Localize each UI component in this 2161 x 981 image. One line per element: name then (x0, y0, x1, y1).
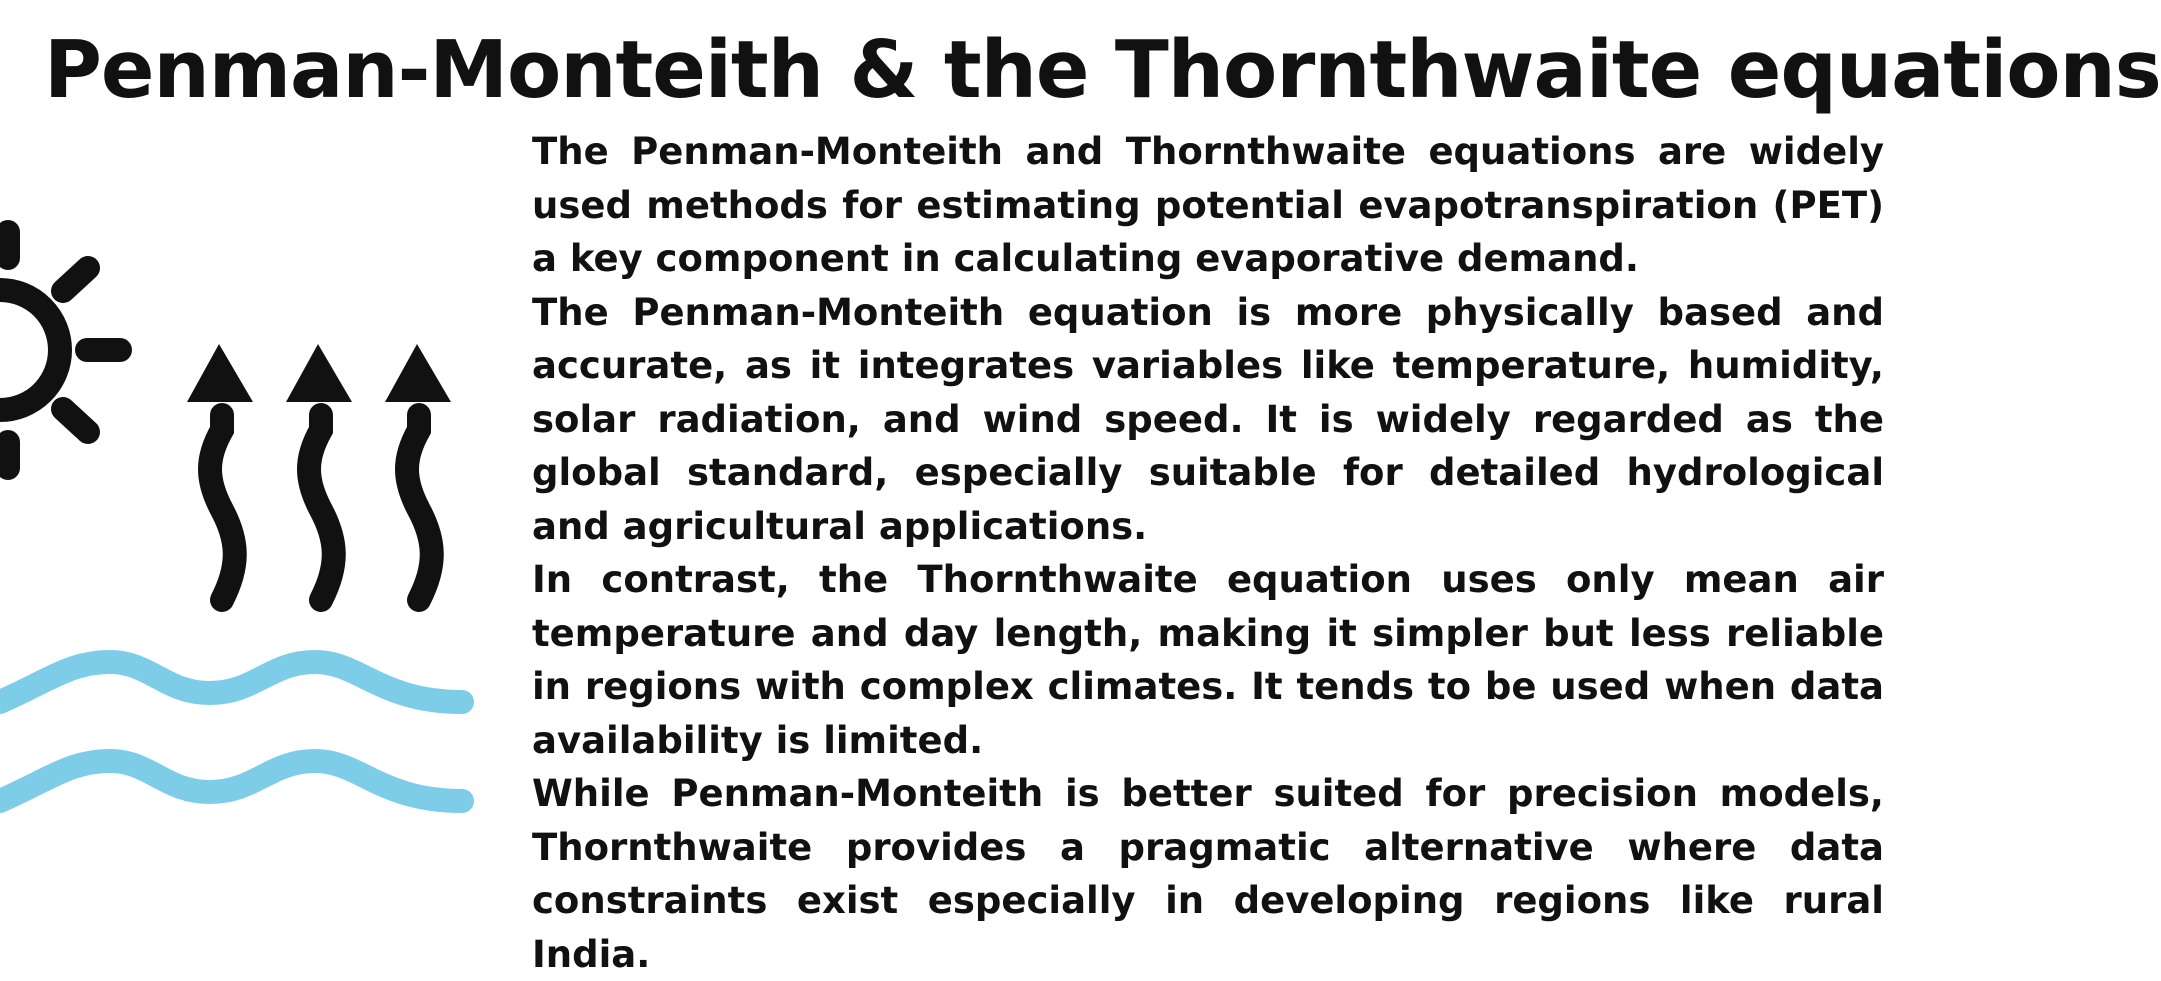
water-waves-icon (0, 662, 462, 801)
page-title: Penman-Monteith & the Thornthwaite equations (44, 24, 2161, 116)
body-text (532, 125, 1884, 981)
evaporation-illustration (0, 190, 480, 850)
arrow-up-icon (187, 344, 253, 600)
rising-heat-arrows-icon (187, 344, 451, 600)
arrow-up-icon (286, 344, 352, 600)
paragraph-penman-monteith: The Penman-Monteith equation is more physically based and accurate, as it integrates variables like temperature, humidity, solar radiation, and wind speed. It is widely regarded as the global standard, especially suitable for detailed hydrological and agricultural applications. (532, 290, 1884, 548)
wave-icon (0, 662, 462, 702)
sun-icon (0, 232, 120, 468)
paragraph-thornthwaite: In contrast, the Thornthwaite equation uses only mean air temperature and day length, making it simpler but less reliable in regions with complex climates. It tends to be used when data availability is limited. (532, 558, 1884, 762)
wave-icon (0, 761, 462, 801)
paragraph-intro: The Penman-Monteith and Thornthwaite equations are widely used methods for estimating potential evapotranspiration (PET) a key component in calculating evaporative demand. (532, 130, 1884, 280)
arrow-up-icon (385, 344, 451, 600)
paragraph-conclusion: While Penman-Monteith is better suited for precision models, Thornthwaite provides a pragmatic alternative where data constraints exist especially in developing regions like rural India. (532, 772, 1884, 976)
